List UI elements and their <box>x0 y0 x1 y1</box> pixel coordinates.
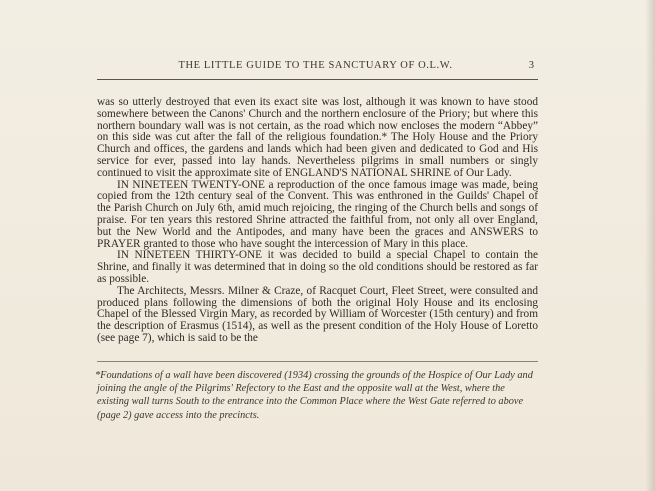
footnote-text: *Foundations of a wall have been discovered (1934) crossing the grounds of the Hospice of Our Lady and joining the angle of the Pilgrims' Refectory to the East and the opposite wall at the West, where the existing wall turns South to the entrance into the Common Place where the West Gate referred to above (page 2) gave access into the precincts. <box>95 370 533 421</box>
header-rule <box>97 79 538 80</box>
page-header <box>97 60 534 76</box>
paragraph-1: was so utterly destroyed that even its exact site was lost, although it was known to have stood somewhere between the Canons' Church and the northern enclosure of the Priory; but where this northern boundary wall was is not certain, as the road which now encloses the modern “Abbey” on this side was cut after the fall of the religious foundation.* The Holy House and the Priory Church and offices, the gardens and lands which had been given and dedicated to God and His service for ever, passed into lay hands. Nevertheless pilgrims in small numbers or singly continued to visit the approximate site of ENGLAND'S NATIONAL SHRINE of Our Lady. <box>97 96 538 179</box>
body-text <box>97 97 538 345</box>
paragraph-3: IN NINETEEN THIRTY-ONE it was decided to build a special Chapel to contain the Shrine, and finally it was determined that in doing so the old conditions should be restored as far as possible. <box>97 249 538 285</box>
paragraph-4: The Architects, Messrs. Milner & Craze, of Racquet Court, Fleet Street, were consulted and produced plans following the dimensions of both the original Holy House and its enclosing Chapel of the Blessed Virgin Mary, as recorded by William of Worcester (15th century) and from the description of Erasmus (1514), as well as the present condition of the Holy House of Loretto (see page 7), which is said to be the <box>97 284 538 344</box>
page-edge-shadow <box>645 0 655 491</box>
paragraph-2: IN NINETEEN TWENTY-ONE a reproduction of the once famous image was made, being copied from the 12th century seal of the Convent. This was enthroned in the Guilds' Chapel of the Parish Church on July 6th, amid much rejoicing, the ringing of the Church bells and songs of praise. For ten years this restored Shrine attracted the faithful from, not only all over England, but the New World and the Antipodes, and many have been the graces and ANSWERS to PRAYER granted to those who have sought the intercession of Mary in this place. <box>97 178 538 250</box>
page-number: 3 <box>528 60 534 71</box>
running-head: THE LITTLE GUIDE TO THE SANCTUARY OF O.L.W. <box>178 60 453 71</box>
footnote-rule <box>97 361 538 362</box>
footnote <box>97 369 538 422</box>
